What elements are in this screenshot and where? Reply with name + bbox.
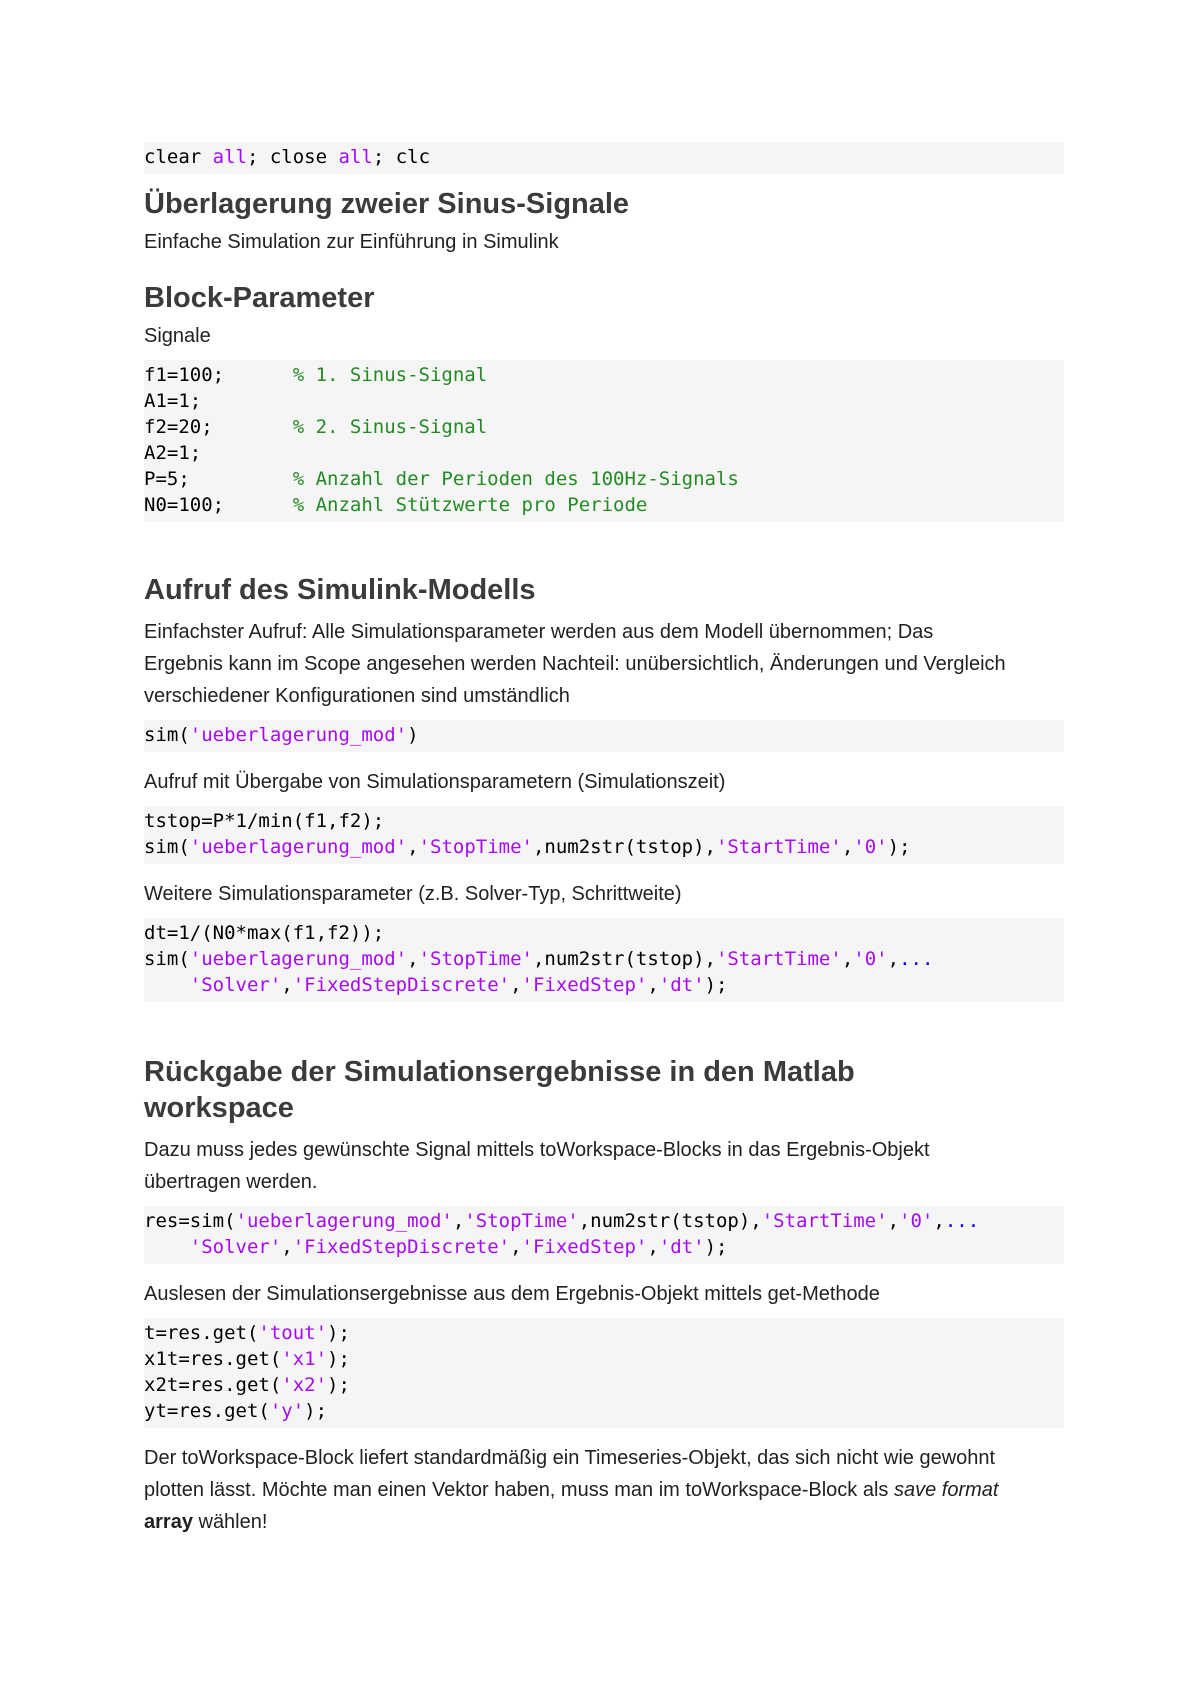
code-text: ; close: [246, 146, 339, 168]
code-line: [144, 466, 1064, 492]
label-signale: Signale: [144, 325, 211, 347]
heading-line: Rückgabe der Simulationsergebnisse in den Matlab: [144, 1056, 855, 1088]
code-text: sim(: [144, 724, 190, 746]
code-string: 'x2': [281, 1374, 328, 1396]
code-comment: % 2. Sinus-Signal: [292, 416, 488, 438]
text-bold: array: [144, 1511, 193, 1533]
code-text: ,: [510, 974, 522, 996]
code-line: [144, 1372, 1064, 1398]
paragraph-line: Dazu muss jedes gewünschte Signal mittels toWorkspace-Blocks in das Ergebnis-Objekt: [144, 1139, 930, 1161]
code-text: f1=100;: [144, 364, 293, 386]
code-string: 'FixedStep': [521, 974, 648, 996]
code-line: [144, 972, 1064, 998]
code-text: ,: [452, 1210, 465, 1232]
code-string: 'x1': [281, 1348, 328, 1370]
code-line: [144, 362, 1064, 388]
code-block-clear: [144, 142, 1064, 174]
code-string: 'StartTime': [715, 948, 842, 970]
code-text: );: [704, 1236, 728, 1258]
code-string: 'ueberlagerung_mod': [189, 836, 408, 858]
code-text: clear: [144, 146, 213, 168]
code-text: t=res.get(: [144, 1322, 259, 1344]
code-block-get: [144, 1318, 1064, 1428]
code-text: ,: [887, 1210, 900, 1232]
code-text: sim(: [144, 836, 190, 858]
code-text: ,: [841, 948, 854, 970]
code-text: ,: [647, 1236, 659, 1258]
code-text: );: [887, 836, 911, 858]
code-text: ): [407, 724, 419, 746]
paragraph-line: Der toWorkspace-Block liefert standardmäßig ein Timeseries-Objekt, das sich nicht wie gewohnt: [144, 1447, 996, 1469]
page-title: Überlagerung zweier Sinus-Signale: [144, 188, 630, 220]
code-text: ,: [647, 974, 659, 996]
code-block-sim-stoptime: [144, 806, 1064, 864]
code-text: );: [704, 974, 728, 996]
code-line: [144, 1234, 1064, 1260]
paragraph-line: [144, 1506, 1064, 1538]
code-text: ,: [887, 948, 900, 970]
paragraph-more-params: Weitere Simulationsparameter (z.B. Solver-Typ, Schrittweite): [144, 883, 682, 905]
code-string: 'StartTime': [715, 836, 842, 858]
code-text: );: [327, 1348, 350, 1370]
paragraph-get-method: Auslesen der Simulationsergebnisse aus dem Ergebnis-Objekt mittels get-Methode: [144, 1283, 880, 1305]
code-text: yt=res.get(: [144, 1400, 270, 1422]
code-line: [144, 1346, 1064, 1372]
code-line: tstop=P*1/min(f1,f2);: [144, 810, 385, 832]
code-string: 'FixedStepDiscrete': [292, 1236, 511, 1258]
code-block-parameters: [144, 360, 1064, 522]
code-text: x2t=res.get(: [144, 1374, 282, 1396]
text-emphasis: save format: [893, 1479, 999, 1501]
code-string: 'ueberlagerung_mod': [189, 724, 408, 746]
code-text: ,: [510, 1236, 522, 1258]
code-text: ,num2str(tstop),: [578, 1210, 762, 1232]
code-line: [144, 1320, 1064, 1346]
paragraph-timeseries: [144, 1442, 1064, 1538]
code-text: f2=20;: [144, 416, 293, 438]
code-string: 'dt': [658, 1236, 705, 1258]
code-block-sim-simple: [144, 720, 1064, 752]
code-text: );: [304, 1400, 328, 1422]
text-run: plotten lässt. Möchte man einen Vektor haben, muss man im toWorkspace-Block als: [144, 1479, 894, 1501]
code-string: 'ueberlagerung_mod': [235, 1210, 453, 1232]
code-text: ,: [407, 836, 419, 858]
paragraph-simple-call: [144, 616, 1064, 712]
code-line: [144, 388, 1064, 414]
code-continuation: ...: [944, 1210, 980, 1232]
code-line: [144, 440, 1064, 466]
code-comment: % Anzahl Stützwerte pro Periode: [292, 494, 648, 516]
code-text: A2=1;: [144, 442, 202, 464]
code-text: N0=100;: [144, 494, 293, 516]
heading-line: workspace: [144, 1092, 294, 1124]
code-indent: [144, 974, 190, 996]
code-text: ,: [281, 1236, 293, 1258]
code-text: );: [327, 1322, 350, 1344]
code-text: sim(: [144, 948, 190, 970]
paragraph-line: übertragen werden.: [144, 1171, 318, 1193]
code-string: 'y': [269, 1400, 305, 1422]
code-string: '0': [853, 948, 888, 970]
code-line: [144, 722, 1064, 748]
code-string: 'tout': [258, 1322, 328, 1344]
paragraph-toworkspace: [144, 1134, 1064, 1198]
code-continuation: ...: [899, 948, 934, 970]
code-string: 'Solver': [189, 1236, 282, 1258]
code-string: 'StopTime': [418, 836, 533, 858]
code-string: 'StartTime': [761, 1210, 888, 1232]
paragraph-line: [144, 1474, 1064, 1506]
code-string: all: [212, 146, 247, 168]
code-text: ,: [841, 836, 854, 858]
code-text: P=5;: [144, 468, 293, 490]
code-text: res=sim(: [144, 1210, 236, 1232]
code-block-sim-solver: [144, 918, 1064, 1002]
code-line: [144, 834, 1064, 860]
code-text: x1t=res.get(: [144, 1348, 282, 1370]
code-line: [144, 946, 1064, 972]
code-string: 'FixedStepDiscrete': [292, 974, 511, 996]
code-text: );: [327, 1374, 350, 1396]
code-text: ,num2str(tstop),: [532, 948, 716, 970]
code-text: ,num2str(tstop),: [532, 836, 716, 858]
code-string: 'StopTime': [464, 1210, 579, 1232]
code-line: dt=1/(N0*max(f1,f2));: [144, 922, 385, 944]
paragraph-line: verschiedener Konfigurationen sind umständlich: [144, 685, 570, 707]
code-text: A1=1;: [144, 390, 202, 412]
code-string: 'ueberlagerung_mod': [189, 948, 408, 970]
document-page: [144, 140, 1064, 1538]
text-run: wählen!: [192, 1511, 268, 1533]
code-string: '0': [853, 836, 888, 858]
subtitle-text: Einfache Simulation zur Einführung in Simulink: [144, 231, 559, 253]
code-text: ; clc: [372, 146, 431, 168]
code-comment: % 1. Sinus-Signal: [292, 364, 488, 386]
code-line: [144, 1398, 1064, 1424]
code-string: 'FixedStep': [521, 1236, 648, 1258]
paragraph-sim-params: Aufruf mit Übergabe von Simulationsparametern (Simulationszeit): [144, 771, 726, 793]
paragraph-line: Einfachster Aufruf: Alle Simulationsparameter werden aus dem Modell übernommen; Das: [144, 621, 934, 643]
code-text: ,: [407, 948, 419, 970]
code-string: all: [338, 146, 373, 168]
paragraph-line: Ergebnis kann im Scope angesehen werden Nachteil: unübersichtlich, Änderungen und Vergleich: [144, 653, 1006, 675]
code-line: [144, 1208, 1064, 1234]
code-string: 'Solver': [189, 974, 282, 996]
code-string: 'StopTime': [418, 948, 533, 970]
code-string: '0': [899, 1210, 934, 1232]
heading-block-parameter: Block-Parameter: [144, 282, 375, 314]
code-text: ,: [281, 974, 293, 996]
code-block-res-sim: [144, 1206, 1064, 1264]
code-comment: % Anzahl der Perioden des 100Hz-Signals: [292, 468, 739, 490]
code-line: [144, 144, 1064, 170]
heading-return-results: [144, 1054, 1064, 1126]
code-string: 'dt': [658, 974, 705, 996]
heading-simulink-call: Aufruf des Simulink-Modells: [144, 574, 536, 606]
code-line: [144, 414, 1064, 440]
code-text: ,: [933, 1210, 945, 1232]
code-indent: [144, 1236, 190, 1258]
code-line: [144, 492, 1064, 518]
